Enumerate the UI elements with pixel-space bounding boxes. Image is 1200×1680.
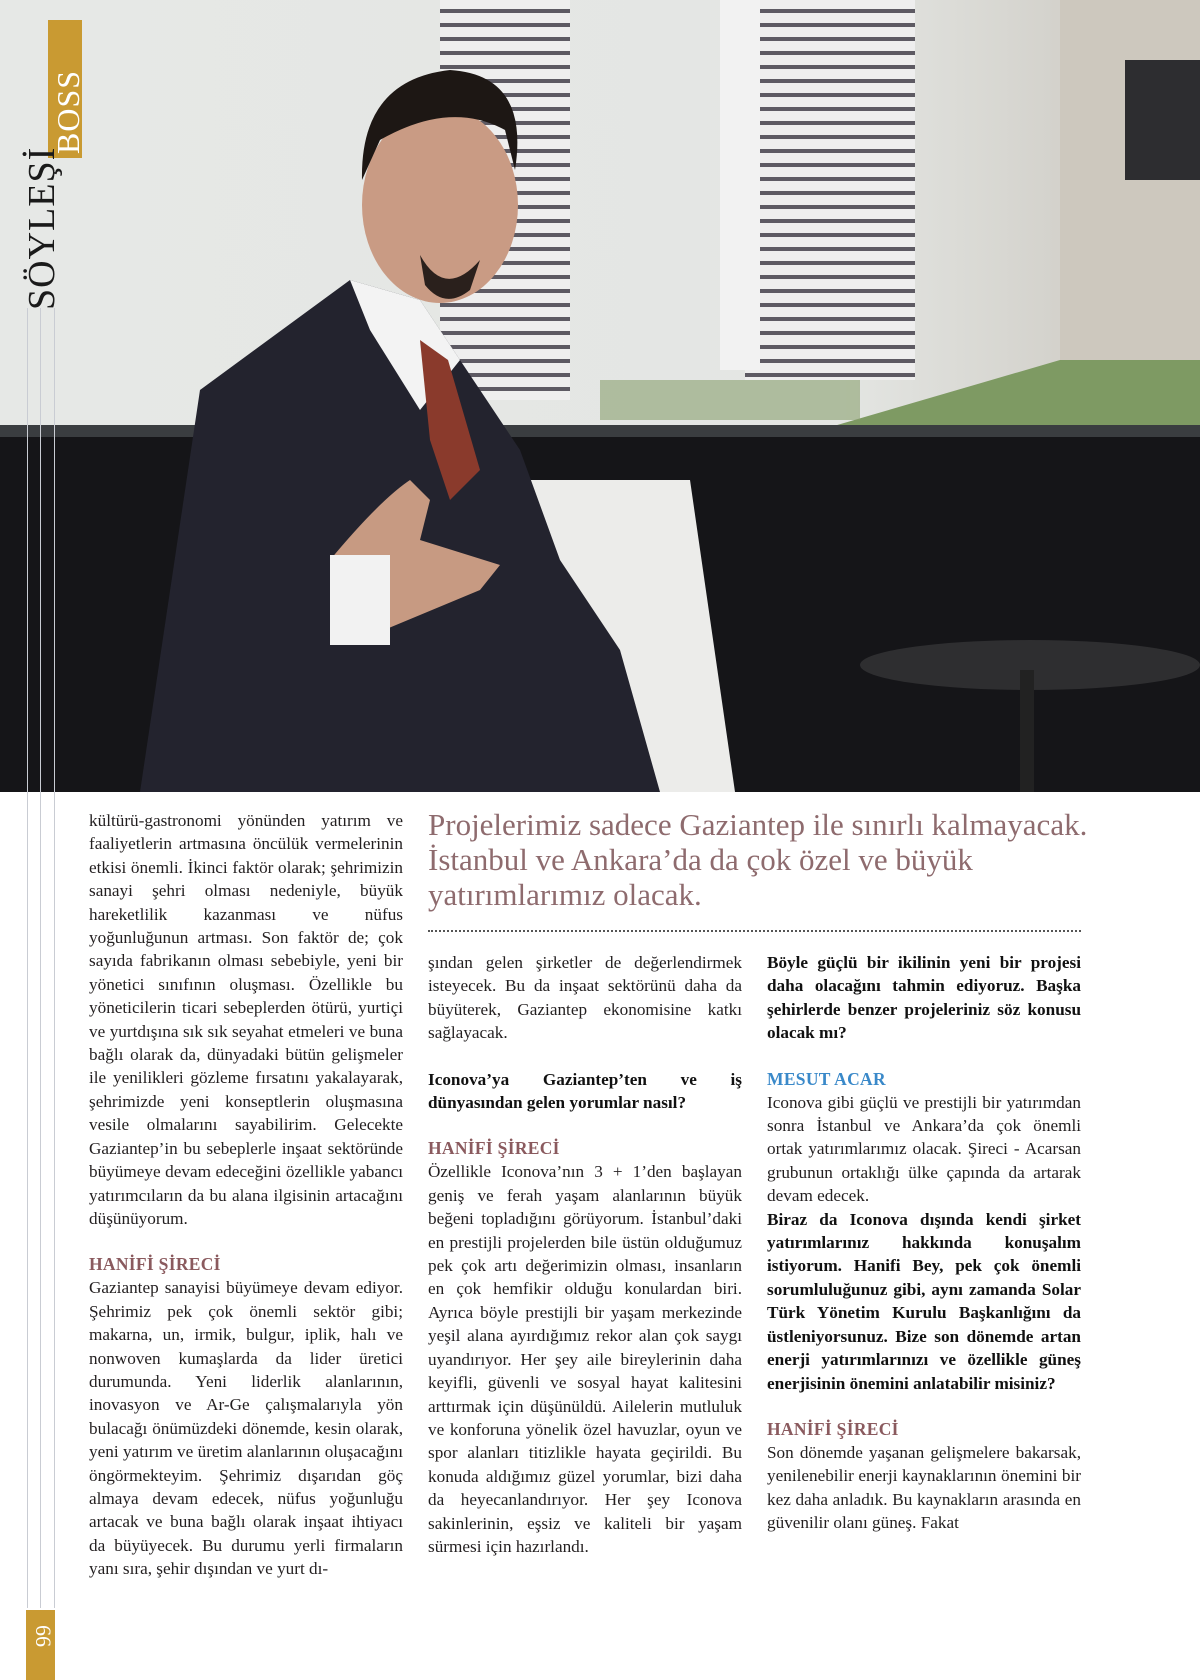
paragraph: kültürü-gastronomi yönünden yatırım ve faaliyetlerin artmasına öncülük vermelerinin etkisi önemli. İkinci faktör olarak; şehrimizin sanayi şehri olması nedeniyle, büyük hareketlilik kazanması ve nüfus yoğunluğunun artması. Son faktör de; çok sayıda fabrikanın olması sebebiyle, yeni bir yönetici sınıfının oluşması. Özellikle bu yöneticilerin ticari sebeplerden ötürü, yurtiçi ve yurtdışına sık sık seyahat etmeleri ve buna bağlı olarak da, dünyadaki bütün gelişmeler ile yenilikleri gözleme fırsatını yakalayarak, şehrimizde yeni konseptlerin oluşmasına vesile olmalarını sayabilirim. Gelecekte Gaziantep’in bu sebeplerle inşaat sektöründe büyümeye devam edeceğini özellikle yabancı yatırımcıların da bu alana ilgisinin artacağını düşünüyorum.: [89, 811, 403, 1228]
margin-rule: [40, 308, 41, 1608]
speaker-name: HANİFİ ŞİRECİ: [428, 1138, 560, 1159]
speaker-name: MESUT ACAR: [767, 1068, 886, 1089]
paragraph: Gaziantep sanayisi büyümeye devam ediyor. Şehrimiz pek çok önemli sektör gibi; makarna, un, irmik, bulgur, iplik, halı ve nonwoven kumaşlarda da lider üretici durumunda. Yeni liderlik alanlarının, inovasyon ve Ar-Ge çalışmalarıyla yön bulacağı önümüzdeki dönemde, kesin olarak, yeni yatırım ve üretim alanlarının oluşacağını öngörmekteyim. Şehrimiz dışarıdan göç almaya devam edecek, nüfus yoğunluğu artacak ve buna bağlı olarak inşaat ihtiyacı da büyüyecek. Bu durumu yerli firmaların yanı sıra, şehir dışından ve yurt dı-: [89, 1278, 403, 1579]
paragraph: şından gelen şirketler de değerlendirmek isteyecek. Bu da inşaat sektörünü daha da büyüterek, Gaziantep ekonomisine katkı sağlayacak.: [428, 953, 742, 1043]
interview-question: Böyle güçlü bir ikilinin yeni bir projesi daha olacağını tahmin ediyoruz. Başka şehirlerde benzer projeleriniz söz konusu olacak mı?: [767, 953, 1081, 1043]
dotted-divider: [428, 930, 1081, 932]
speaker-name: HANİFİ ŞİRECİ: [89, 1254, 221, 1275]
pull-quote: Projelerimiz sadece Gaziantep ile sınırlı kalmayacak. İstanbul ve Ankara’da da çok özel ve büyük yatırımlarımız olacak.: [428, 807, 1088, 912]
interview-photo: [0, 0, 1200, 792]
paragraph: Iconova gibi güçlü ve prestijli bir yatırımdan sonra İstanbul ve Ankara’da çok önemli ortak yatırımlarımız olacak. Şireci - Acarsan grubunun ortaklığı ülke çapında da artarak devam edecek.: [767, 1092, 1081, 1206]
section-label: [20, 20, 86, 310]
interview-question: Biraz da Iconova dışında kendi şirket yatırımlarınız hakkında konuşalım istiyorum. Hanifi Bey, pek çok önemli sorumluluğunuz gibi, aynı zamanda Solar Türk Yönetim Kurulu Başkanlığını da üstleniyorsunuz. Bize son dönemde artan enerji yatırımlarınızı ve özellikle güneş enerjisinin önemini anlatabilir misiniz?: [767, 1209, 1081, 1393]
article-column-1: [89, 809, 403, 1581]
article-column-3: [767, 951, 1081, 1535]
interview-question: Iconova’ya Gaziantep’ten ve iş dünyasından gelen yorumlar nasıl?: [428, 1069, 742, 1113]
article-column-2: [428, 951, 742, 1558]
paragraph: Özellikle Iconova’nın 3 + 1’den başlayan geniş ve ferah yaşam alanlarının büyük beğeni topladığını görüyorum. İstanbul’daki en prestijli projelerden bile üstün olduğumuz pek çok artı değerimizin olması, insanların en çok hemfikir olduğu konulardan biri. Ayrıca böyle prestijli bir yaşam merkezinde yeşil alana ayırdığımız rekor alan çok saygı uyandırıyor. Her şey aile bireylerinin daha keyifli, güvenli ve sosyal hayat kalitesini arttırmak için düşünüldü. Ailelerin mutluluk ve konforuna yönelik özel havuzlar, oyun ve spor alanları titizlikle hayata geçirildi. Bu konuda aldığımız güzel yorumlar, bizi daha da heyecanlandırıyor. Her şey Iconova sakinlerinin, eşsiz ve kaliteli bir yaşam sürmesi için hazırlandı.: [428, 1162, 742, 1556]
margin-rule: [54, 308, 55, 1608]
photo-illustration: [0, 0, 1200, 792]
section-title: SÖYLEŞİ: [21, 146, 63, 310]
tower-model-right: [745, 0, 915, 380]
margin-rule: [27, 308, 28, 1608]
page-number: 66: [31, 1625, 56, 1647]
speaker-name: HANİFİ ŞİRECİ: [767, 1418, 899, 1439]
paragraph: Son dönemde yaşanan gelişmelere bakarsak, yenilenebilir enerji kaynaklarının önemini bir kez daha anladık. Bu kaynakların arasında en güvenilir olanı güneş. Fakat: [767, 1442, 1081, 1533]
brand-label: BOSS: [50, 69, 86, 154]
